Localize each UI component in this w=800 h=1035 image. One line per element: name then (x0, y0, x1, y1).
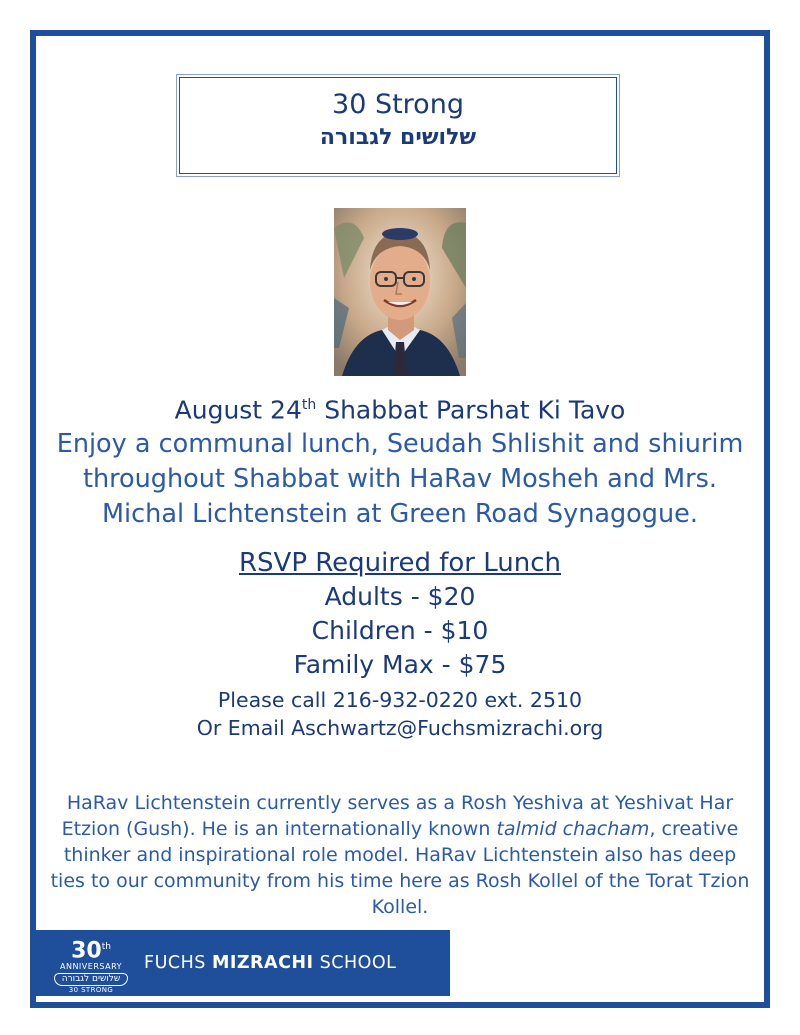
price-children: Children - $10 (311, 616, 489, 646)
badge-number: 30 (71, 938, 102, 964)
school-name-prefix: FUCHS (144, 953, 212, 973)
event-date: August 24 (174, 395, 302, 425)
event-parsha: Shabbat Parshat Ki Tavo (316, 395, 626, 425)
title-box (179, 77, 617, 174)
bio-italic-term: talmid chacham (496, 818, 650, 840)
bio-text-start: HaRav Lichtenstein currently serves as a Rosh Yeshiva at Yeshivat Har Etzion (Gush). He is an internationally known (61, 792, 734, 840)
event-description: Enjoy a communal lunch, Seudah Shlishit and shiurim throughout Shabbat with HaRav Mosheh and Mrs. Michal Lichtenstein at Green Road Synagogue. (56, 429, 744, 530)
anniversary-badge (50, 936, 132, 995)
badge-anniversary: ANNIVERSARY (59, 962, 123, 972)
school-name-suffix: SCHOOL (313, 953, 397, 973)
rabbi-portrait-image (334, 208, 466, 376)
price-family-max: Family Max - $75 (293, 650, 507, 680)
event-date-suffix: th (301, 397, 317, 413)
title-hebrew: שלושים לגבורה (319, 125, 477, 150)
speaker-bio (48, 790, 752, 920)
badge-strong: 30 STRONG (68, 986, 114, 995)
school-name (144, 953, 396, 973)
title-english: 30 Strong (332, 89, 464, 120)
event-date-line (40, 388, 760, 427)
contact-phone: Please call 216-932-0220 ext. 2510 (217, 688, 583, 713)
school-name-bold: MIZRACHI (211, 953, 314, 973)
price-adults: Adults - $20 (324, 582, 476, 612)
school-footer-banner (36, 930, 450, 996)
badge-hebrew: שלושים לגבורה (54, 973, 128, 986)
contact-email: Or Email Aschwartz@Fuchsmizrachi.org (196, 716, 604, 741)
badge-suffix: th (101, 942, 111, 952)
rsvp-heading: RSVP Required for Lunch (238, 548, 562, 579)
bio-text-end: , creative thinker and inspirational role model. HaRav Lichtenstein also has deep ties to our community from his time here as Rosh Kollel of the Torat Tzion Kollel. (50, 818, 750, 918)
event-details (40, 388, 760, 742)
portrait-illustration (334, 208, 466, 376)
